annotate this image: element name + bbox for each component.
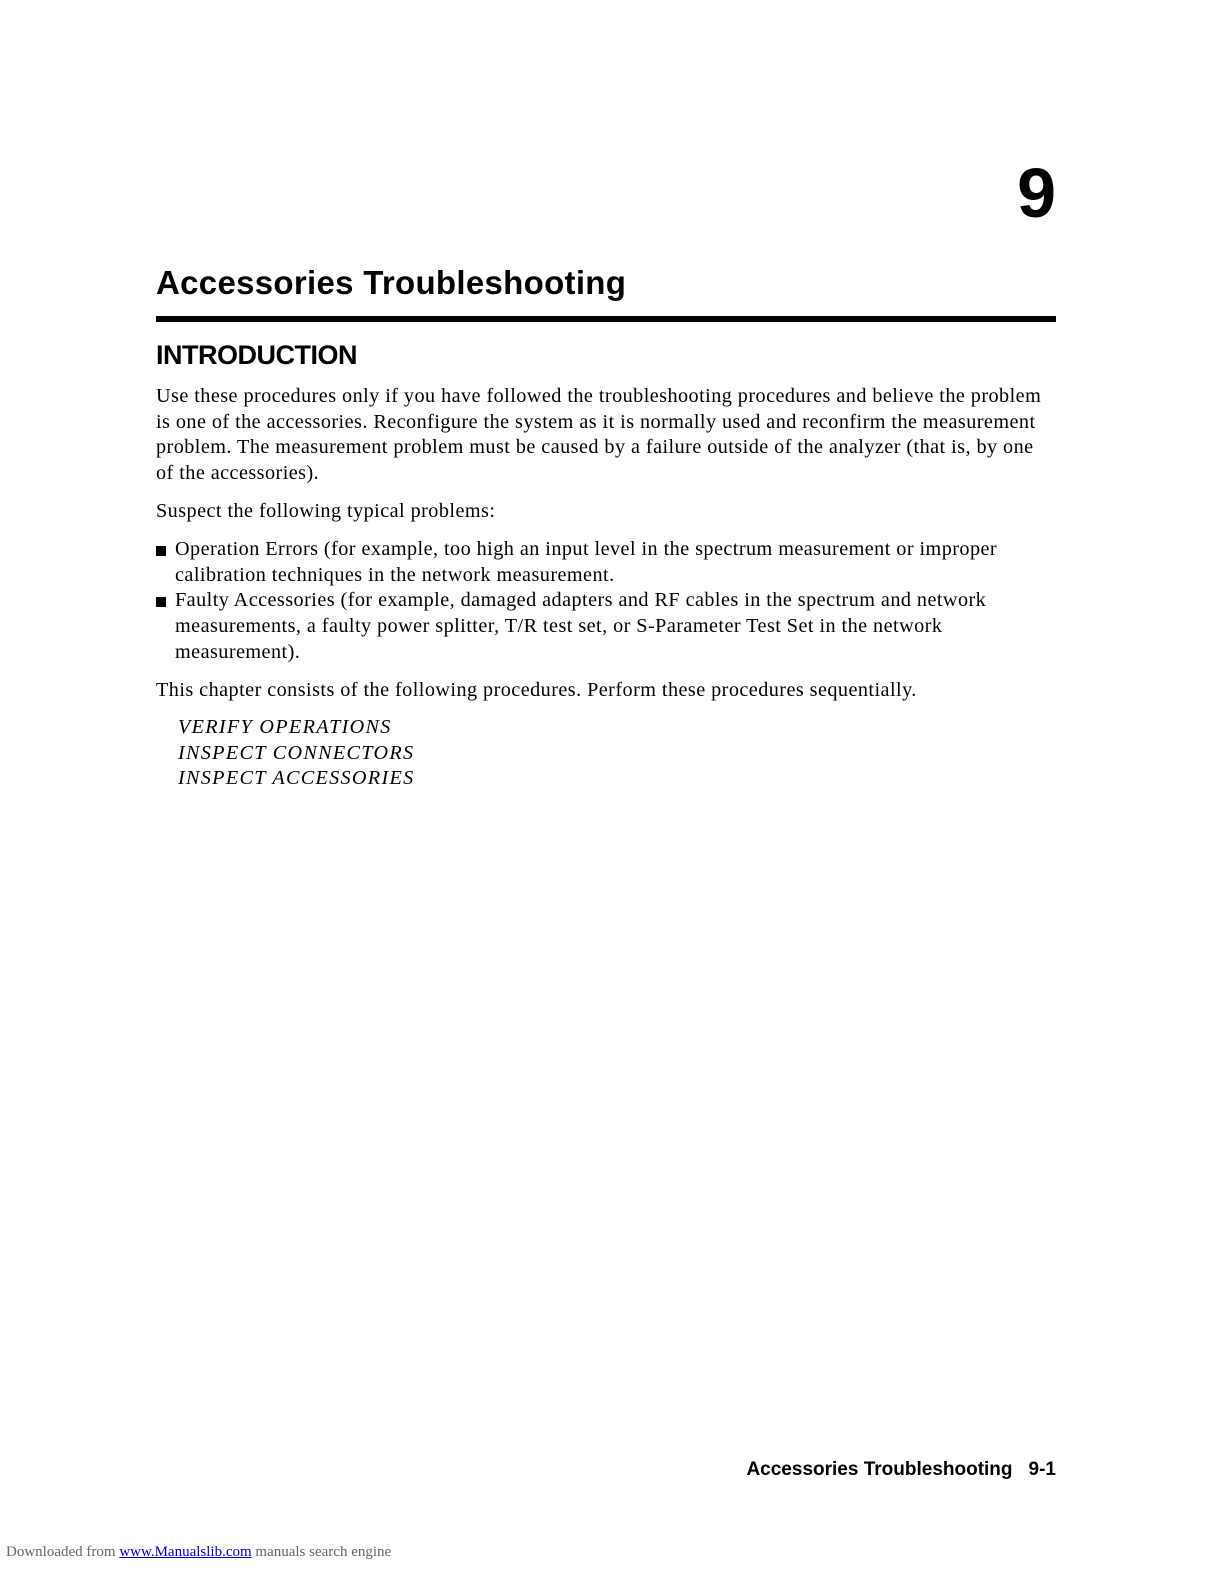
problem-list: [156, 537, 1056, 666]
procedure-list: [178, 715, 415, 792]
footer-running-title: Accessories Troubleshooting: [746, 1459, 1013, 1480]
intro-paragraph: Use these procedures only if you have followed the troubleshooting procedures and believe the problem is one of the accessories. Reconfigure the system as it is normally used and reconfirm the measurement problem. The measurement problem must be caused by a failure outside of the analyzer (that is, by one of the accessories).: [156, 385, 1042, 485]
list-item: [156, 537, 1056, 588]
procedure-item[interactable]: VERIFY OPERATIONS: [178, 716, 392, 738]
page-footer: [600, 1458, 1056, 1482]
suspect-paragraph: Suspect the following typical problems:: [156, 500, 496, 522]
source-credit: [6, 1542, 391, 1562]
source-credit-suffix: manuals search engine: [255, 1544, 392, 1560]
chapter-number: 9: [1017, 154, 1056, 232]
manualslib-link[interactable]: www.Manualslib.com: [119, 1544, 252, 1560]
list-item: [156, 588, 1056, 665]
square-bullet-icon: [156, 597, 166, 607]
square-bullet-icon: [156, 546, 166, 556]
procedure-item[interactable]: INSPECT ACCESSORIES: [178, 767, 415, 790]
source-credit-prefix: Downloaded from: [6, 1544, 116, 1560]
page-number: 9-1: [1028, 1459, 1056, 1480]
chapter-title: Accessories Troubleshooting: [156, 264, 627, 301]
title-rule: [156, 316, 1056, 322]
problem-text: Operation Errors (for example, too high an input level in the spectrum measurement or improper calibration techniques in the network measurement.: [175, 538, 998, 586]
section-heading: INTRODUCTION: [156, 340, 357, 370]
procedures-paragraph: This chapter consists of the following procedures. Perform these procedures sequentially.: [156, 679, 917, 701]
procedure-item[interactable]: INSPECT CONNECTORS: [178, 741, 415, 764]
problem-text: Faulty Accessories (for example, damaged adapters and RF cables in the spectrum and network measurements, a faulty power splitter, T/R test set, or S-Parameter Test Set in the network measurement).: [175, 589, 987, 663]
